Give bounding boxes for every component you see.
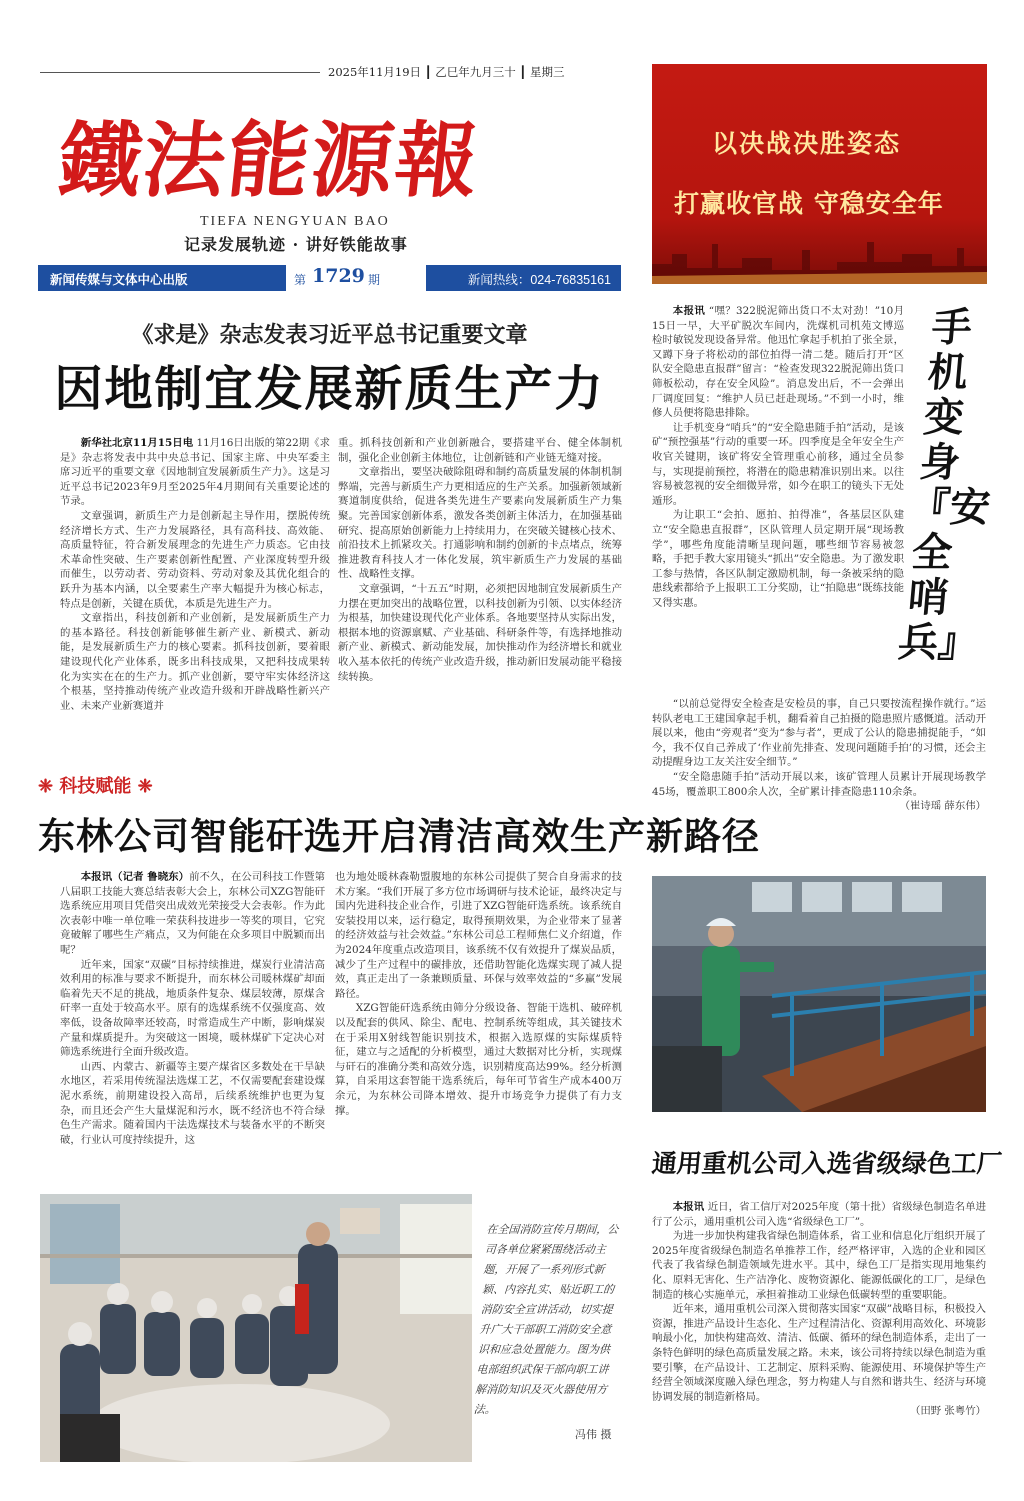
tech-article-column-1 (60, 870, 325, 1180)
newspaper-pinyin: TIEFA NENGYUAN BAO (200, 214, 390, 229)
coal-plant-worker-photo (652, 876, 986, 1112)
green-paragraph-3: 近年来，通用重机公司深入贯彻落实国家“双碳”战略目标，积极投入资源，推进产品设计生态化、生产过程清洁化、资源利用高效化、环境影响最小化，加快构建高效、清洁、低碳、循环的绿色制造体系，走出了一条特色鲜明的绿色高质量发展之路。未来，该公司将持续以绿色制造为重要引擎，在产品设计、工艺制定、原料采购、能源使用、环境保护等生产经营全领域深度融入绿色理念，努力构建人与自然和谐共生、经济与环境协调发展的制造新格局。 (652, 1303, 986, 1403)
publisher-label: 新闻传媒与文体中心出版 (50, 273, 188, 287)
green-paragraph-1: 近日，省工信厅对2025年度（第十批）省级绿色制造名单进行了公示，通用重机公司入选“省级绿色工厂”。 (652, 1201, 986, 1228)
lead-article-column-1 (60, 436, 330, 746)
phone-article-column-top (652, 304, 904, 699)
phone-paragraph-4: “以前总觉得安全检查是安检员的事，自己只要按流程操作就行。”运转队老电工王建国拿起手机，翻看着自己拍摄的隐患照片感慨道。活动开展以来，他由“旁观者”变为“参与者”，更成了公认的隐患捕捉能手，“如今，我不仅自己养成了‘作业前先排查、发现问题随手拍’的习惯，还会主动提醒身边工友关注安全细节。” (652, 698, 986, 769)
tech-paragraph-4: 也为地处暖林森勒盟腹地的东林公司提供了契合自身需求的技术方案。“我们开展了多方位市场调研与技术论证，最终决定与国内先进科技企业合作，引进了XZG智能矸选系统。该系统自安装投用以来，运行稳定，取得预期效果，为企业带来了显著的经济效益与社会效益。”东林公司总工程师焦仁义介绍道，作为2024年度重点改造项目，该系统不仅有效提升了煤炭品质，减少了生产过程中的碳排放，还借助智能化选煤实现了减人提效，真正走出了一条兼顾质量、环保与效率效益的“多赢”发展路径。 (335, 871, 622, 1000)
issue-prefix: 第 (294, 273, 307, 287)
fire-safety-training-photo (40, 1194, 472, 1462)
issue-suffix: 期 (368, 273, 381, 287)
issue-number-box (286, 265, 426, 291)
lead-paragraph-6: 文章强调，“十五五”时期，必须把因地制宜发展新质生产力摆在更加突出的战略位置，以科技创新为引领、以实体经济为根基，加快建设现代化产业体系。各地要坚持从实际出发，根据本地的资源禀赋、产业基础、科研条件等，有选择地推动新产业、新模式、新动能发展，加快推动作为经济增长和就业收入基本依托的传统产业改造升级，推动新旧发展动能平稳接续转换。 (338, 582, 622, 683)
lead-paragraph-1: 11月16日出版的第22期《求是》杂志将发表中共中央总书记、国家主席、中央军委主席习近平的重要文章《因地制宜发展新质生产力》。这是习近平总书记2023年9月至2025年4月期间有关重要论述的节录。 (60, 437, 330, 508)
date-line: 2025年11月19日 ┃ 乙巳年九月三十 ┃ 星期三 (328, 65, 565, 79)
phone-article-column-bottom (652, 697, 986, 863)
phone-article-title: 手机变身『安全哨兵』 (896, 304, 993, 666)
tech-paragraph-3: 山西、内蒙古、新疆等主要产煤省区多数处在干旱缺水地区，若采用传统湿法选煤工艺，不仅需要配套建设煤泥水系统，前期建设投入高昂，后续系统维护也更为复杂，而且还会产生大量煤泥和污水，既不经济也不符合绿色生产需求。随着国内干法选煤技术与装备水平的不断突破，行业认可度持续提升，这 (60, 1060, 325, 1146)
tech-paragraph-1: 前不久，在公司科技工作暨第八届职工技能大赛总结表彰大会上，东林公司XZG智能矸选系统应用项目凭借突出成效光荣接受大会表彰。作为此次表彰中唯一单位唯一荣获科技进步一等奖的项目，它究竟破解了哪些生产痛点，又为何能在众多项目中脱颖而出呢？ (60, 871, 325, 956)
lead-paragraph-5: 文章指出，要坚决破除阻碍和制约高质量发展的体制机制弊端，完善与新质生产力更相适应的生产关系。加强新领域新赛道制度供给，促进各类先进生产要素向发展新质生产力集聚。完善国家创新体系，激发各类创新主体活力，在加强基础研究、提高原始创新能力上持续用力，在突破关键核心技术、前沿技术上抓紧攻关。打通影响和制约创新的卡点堵点，统筹推进教育科技人才一体化发展，筑牢新质生产力发展的基础性、战略性支撑。 (338, 466, 622, 581)
campaign-line-2: 打赢收官战 守稳安全年 (674, 189, 944, 218)
tech-paragraph-2: 近年来，国家“双碳”目标持续推进，煤炭行业清洁高效利用的标准与要求不断提升，而东林公司暖林煤矿却面临着先天不足的挑战，地质条件复杂、煤层较薄，原煤含矸率一直处于较高水平。原有的选煤系统不仅强度高、效率低，设备故障率还较高，时常造成生产中断，影响煤炭产量和煤质提升。为突破这一困境，暖林煤矿下定决心对筛选系统进行全面升级改造。 (60, 958, 325, 1059)
photo-credit: 冯伟 摄 (575, 1428, 612, 1441)
green-factory-headline: 通用重机公司入选省级绿色工厂 (650, 1149, 1004, 1178)
green-factory-article (652, 1200, 986, 1470)
newspaper-title: 鐵法能源報 (54, 113, 485, 209)
tech-paragraph-5: XZG智能矸选系统由筛分分级设备、智能干选机、破碎机以及配套的供风、除尘、配电、控制系统等组成，其关键技术在于采用X射线智能识别技术，根据入选原煤的实际煤质特征，建立与之适配的分析模型，通过大数据对比分析，实现煤与矸石的准确分类和高效分选，识别精度高达99%。经分析测算，自采用这套智能干选系统后，每年可节省生产成本400万余元，为东林公司降本增效、提升市场竞争力提供了有力支撑。 (335, 1002, 622, 1117)
tech-headline: 东林公司智能矸选开启清洁高效生产新路径 (38, 814, 760, 858)
masthead-rule (40, 72, 320, 73)
phone-paragraph-5: “安全隐患随手拍”活动开展以来，该矿管理人员累计开展现场教学45场，覆盖职工800余人次，全矿累计排查隐患110余条。 (652, 770, 986, 798)
lead-headline: 因地制宜发展新质生产力 (54, 361, 605, 417)
photo-caption: 在全国消防宣传月期间，公司各单位紧紧围绕活动主题，开展了一系列形式新颖、内容扎实、贴近职工的消防安全宣讲活动，切实提升广大干部职工消防安全意识和应急处置能力。图为供电部组织武保干部向职工讲解消防知识及灭火器使用方法。 (473, 1223, 619, 1416)
lead-paragraph-3: 文章指出，科技创新和产业创新，是发展新质生产力的基本路径。科技创新能够催生新产业、新模式、新动能，是发展新质生产力的核心要素。抓科技创新，要着眼建设现代化产业体系，既多出科技成果，又把科技成果转化为实实在在的生产力。抓产业创新，要守牢实体经济这个根基，坚持推动传统产业改造升级和开辟战略性新兴产业、未来产业新赛道并 (60, 612, 330, 712)
news-hotline: 新闻热线：024-76835161 (467, 273, 611, 287)
lead-byline: 新华社北京11月15日电 (80, 437, 194, 449)
lead-paragraph-2: 文章强调，新质生产力是创新起主导作用，摆脱传统经济增长方式、生产力发展路径，具有高科技、高效能、高质量特征，符合新发展理念的先进生产力质态。它由技术革命性突破、生产要素创新性配置、产业深度转型升级而催生，以劳动者、劳动资料、劳动对象及其优化组合的跃升为基本内涵，以全要素生产率大幅提升为核心标志，特点是创新，关键在质优，本质是先进生产力。 (60, 509, 330, 610)
green-byline: 本报讯 (672, 1201, 705, 1213)
tech-article-column-2 (335, 870, 622, 1170)
tech-byline: 本报讯（记者 鲁晓东） (80, 871, 190, 883)
newspaper-slogan: 记录发展轨迹 · 讲好铁能故事 (184, 235, 408, 254)
issue-number: 1729 (312, 265, 365, 287)
campaign-line-1: 以决战决胜姿态 (712, 129, 902, 158)
safety-campaign-banner (652, 64, 987, 284)
phone-paragraph-2: 让手机变身“哨兵”的“安全隐患随手拍”活动，是该矿“预控强基”行动的重要一环。四季度是全年安全生产收官关键期，该矿将安全管理重心前移，通过全员参与，实现提前预控，将潜在的隐患精准识别出来。以往容易被忽视的安全细微异常，如今在职工的镜头下无处遁形。 (652, 421, 904, 507)
green-credit: （田野 张粤竹） (909, 1405, 986, 1418)
phone-paragraph-3: 为让职工“会拍、愿拍、拍得准”，各基层区队建立“安全隐患直报群”，区队管理人员定期开展“现场教学”，哪些角度能清晰呈现问题，哪些细节容易被忽略，手把手教大家用镜头“抓出”安全隐患。为了激发职工参与热情，各区队制定激励机制，每一条被采纳的隐患线索都给予上报职工工分奖励，让“拍隐患”既练技能又得实惠。 (652, 509, 904, 609)
phone-paragraph-1: “嘿？322脱泥筛出货口不太对劲！”10月15日一早，大平矿脱次车间内，洗煤机司机苑文博巡检时敏锐发现设备异常。他迅忙拿起手机拍了张全景，又蹲下身子将松动的部位拍得一清二楚。随后打开“区队安全隐患直报群”留言：“检查发现322脱泥筛出货口筛板松动，存在安全风险”。消息发出后，不一会弹出厂调度回复：“维护人员已赶赴现场。”不到一小时，维修人员便将隐患排除。 (652, 305, 904, 420)
issue-banner (38, 265, 621, 291)
section-tag: ❈ 科技赋能 ❈ (38, 776, 153, 797)
lead-kicker: 《求是》杂志发表习近平总书记重要文章 (131, 322, 528, 348)
phone-byline: 本报讯 (672, 305, 706, 317)
green-paragraph-2: 为进一步加快构建我省绿色制造体系，省工业和信息化厅组织开展了2025年度省级绿色制造名单推荐工作，经严格评审，入选的企业和园区代表了我省绿色制造领域先进水平。其中，绿色工厂是指实现用地集约化、原料无害化、生产洁净化、废物资源化、能源低碳化的工厂，是绿色制造的核心实施单元，承担着推动工业绿色低碳转型的重要职能。 (652, 1230, 986, 1301)
phone-credit: （崔诗瑶 薛东伟） (899, 800, 986, 813)
industrial-skyline-graphic (652, 224, 987, 284)
lead-article-column-2 (338, 436, 622, 746)
lead-paragraph-4: 重。抓科技创新和产业创新融合，要搭建平台、健全体制机制，强化企业创新主体地位，让创新链和产业链无缝对接。 (338, 437, 622, 464)
